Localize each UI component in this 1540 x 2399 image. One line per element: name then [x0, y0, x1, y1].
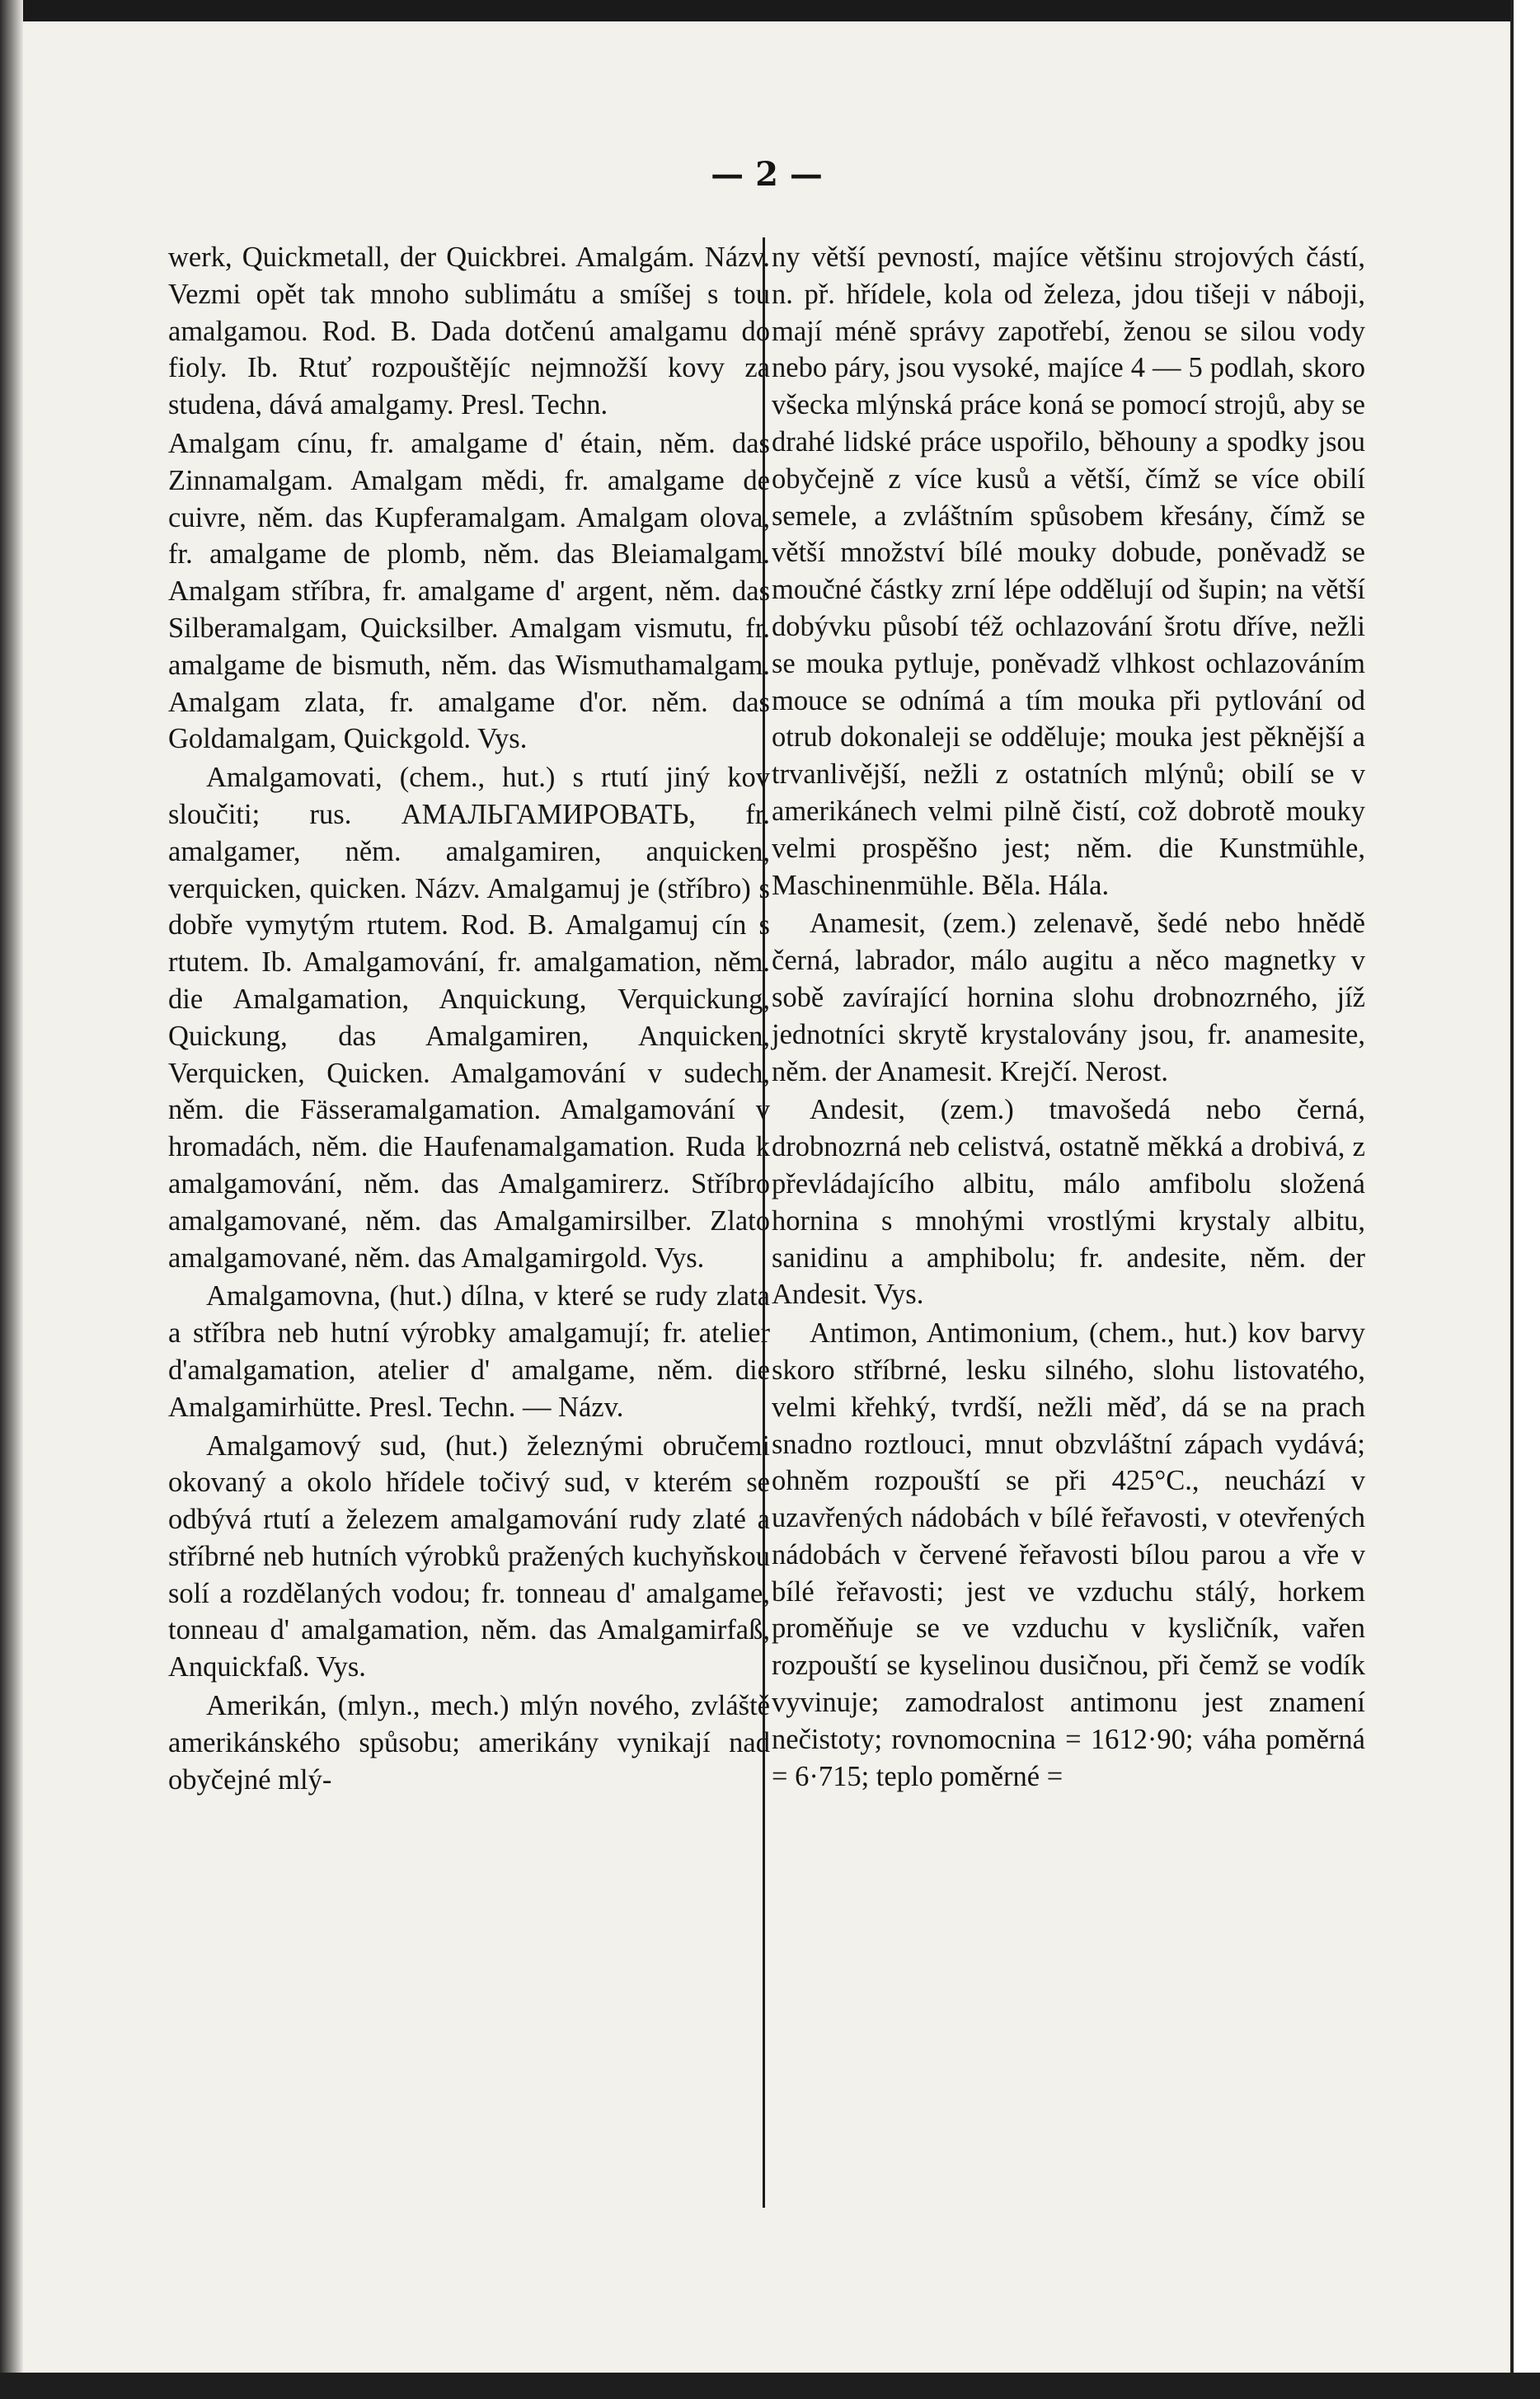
- entry-anamesit: Anamesit, (zem.) zelenavě, šedé nebo hnědě černá, labrador, málo augitu a něco magnetky v sobě zavírající hornina slohu drobnozrného, jíž jednotníci skrytě krystalovány jsou, fr. anamesite, něm. der Anamesit. Krejčí. Nerost.: [772, 908, 1365, 1087]
- scan-border-left: [0, 0, 23, 2399]
- entry-amalgamovati: Amalgamovati, (chem., hut.) s rtutí jiný kov sloučiti; rus. АМАЛЬГАМИРОВАТЬ, fr. amalgamer, něm. amalgamiren, anquicken, verquicken, quicken. Názv. Amalgamuj je (stříbro) s dobře vymytým rtutem. Rod. B. Amalgamuj cín s rtutem. Ib. Amalgamování, fr. amalgamation, něm. die Amalgamation, Anquickung, Verquickung, Quickung, das Amalgamiren, Anquicken, Verquicken, Quicken. Amalgamování v sudech, něm. die Fässeramalgamation. Amalgamování v hromadách, něm. die Haufenamalgamation. Ruda k amalgamování, něm. das Amalgamirerz. Stříbro amalgamované, něm. das Amalgamirsilber. Zlato amalgamované, něm. das Amalgamirgold. Vys.: [168, 762, 770, 1274]
- entry-amerikan-continued: ny větší pevností, majíce většinu strojových částí, n. př. hřídele, kola od železa, jdou tišeji v náboji, mají méně správy zapotřebí, ženou se silou vody nebo páry, jsou vysoké, majíce 4 — 5 podlah, skoro všecka mlýnská práce koná se pomocí strojů, aby se drahé lidské práce uspořilo, běhouny a spodky jsou obyčejně z více kusů a větší, čímž se více obilí semele, a zvláštním spůsobem křesány, čímž se větší množství bílé mouky dobude, poněvadž se moučné částky zrní lépe oddělují od šupin; na větší dobývku působí též ochlazování šrotu dříve, nežli se mouka pytluje, poněvadž vlhkost ochlazováním mouce se odnímá a tím mouka při pytlování od otrub dokonaleji se odděluje; mouka jest pěknější a trvanlivější, nežli z ostatních mlýnů; obilí se v amerikánech velmi pilně čistí, což dobrotě mouky velmi prospěšno jest; něm. die Kunstmühle, Maschinenmühle. Běla. Hála.: [772, 242, 1365, 901]
- scan-border-top: [0, 0, 1540, 21]
- entry-amalgamovna: Amalgamovna, (hut.) dílna, v které se rudy zlata a stříbra neb hutní výrobky amalgamují; fr. atelier d'amalgamation, atelier d' amalgame, něm. die Amalgamirhütte. Presl. Techn. — Názv.: [168, 1280, 770, 1423]
- entry-amalgamovy-sud: Amalgamový sud, (hut.) železnými obručemi okovaný a okolo hřídele točivý sud, v kterém se odbývá rtutí a železem amalgamování rudy zlaté a stříbrné neb hutních výrobků pražených kuchyňskou solí a rozdělaných vodou; fr. tonneau d' amalgame, tonneau d' amalgamation, něm. das Amalgamirfaß, Anquickfaß. Vys.: [168, 1430, 770, 1683]
- page-number: — 2 —: [711, 155, 823, 194]
- entry-amalgam-metals: Amalgam cínu, fr. amalgame d' étain, něm. das Zinnamalgam. Amalgam mědi, fr. amalgame de cuivre, něm. das Kupferamalgam. Amalgam olova, fr. amalgame de plomb, něm. das Bleiamalgam. Amalgam stříbra, fr. amalgame d' argent, něm. das Silberamalgam, Quicksilber. Amalgam vismutu, fr. amalgame de bismuth, něm. das Wismuthamalgam. Amalgam zlata, fr. amalgame d'or. něm. das Goldamalgam, Quickgold. Vys.: [168, 427, 770, 755]
- entry-amerikan: Amerikán, (mlyn., mech.) mlýn nového, zvláště amerikánského spůsobu; amerikány vynikají nad obyčejné mlý-: [168, 1690, 770, 1796]
- entry-amalgam-continued: werk, Quickmetall, der Quickbrei. Amalgám. Názv. Vezmi opět tak mnoho sublimátu a smíšej s tou amalgamou. Rod. B. Dada dotčenú amalgamu do fioly. Ib. Rtuť rozpouštějíc nejmnožší kovy za studena, dává amalgamy. Presl. Techn.: [168, 242, 770, 421]
- entry-andesit: Andesit, (zem.) tmavošedá nebo černá, drobnozrná neb celistvá, ostatně měkká a drobivá, z převládajícího albitu, málo amfibolu složená hornina s mnohými vrostlými krystaly albitu, sanidinu a amphibolu; fr. andesite, něm. der Andesit. Vys.: [772, 1094, 1365, 1311]
- right-column: [772, 239, 1365, 1796]
- entry-antimon: Antimon, Antimonium, (chem., hut.) kov barvy skoro stříbrné, lesku silného, slohu listovatého, velmi křehký, tvrdší, nežli měď, dá se na prach snadno roztlouci, mnut obzvláštní zápach vydává; ohněm rozpouští se při 425°C., neuchází v uzavřených nádobách v bílé řeřavosti, v otevřených nádobách v červené řeřavosti bílou parou a vře v bílé řeřavosti; jest ve vzduchu stálý, horkem proměňuje se ve vzduchu v kysličník, vařen rozpouští se kyselinou dusičnou, při čemž se vodík vyvinuje; zamodralost antimonu jest znamení nečistoty; rovnomocnina = 1612·90; váha poměrná = 6·715; teplo poměrné =: [772, 1317, 1365, 1792]
- scan-border-bottom: [0, 2373, 1540, 2399]
- scan-border-right: [1510, 0, 1540, 2399]
- left-column: [168, 239, 770, 1800]
